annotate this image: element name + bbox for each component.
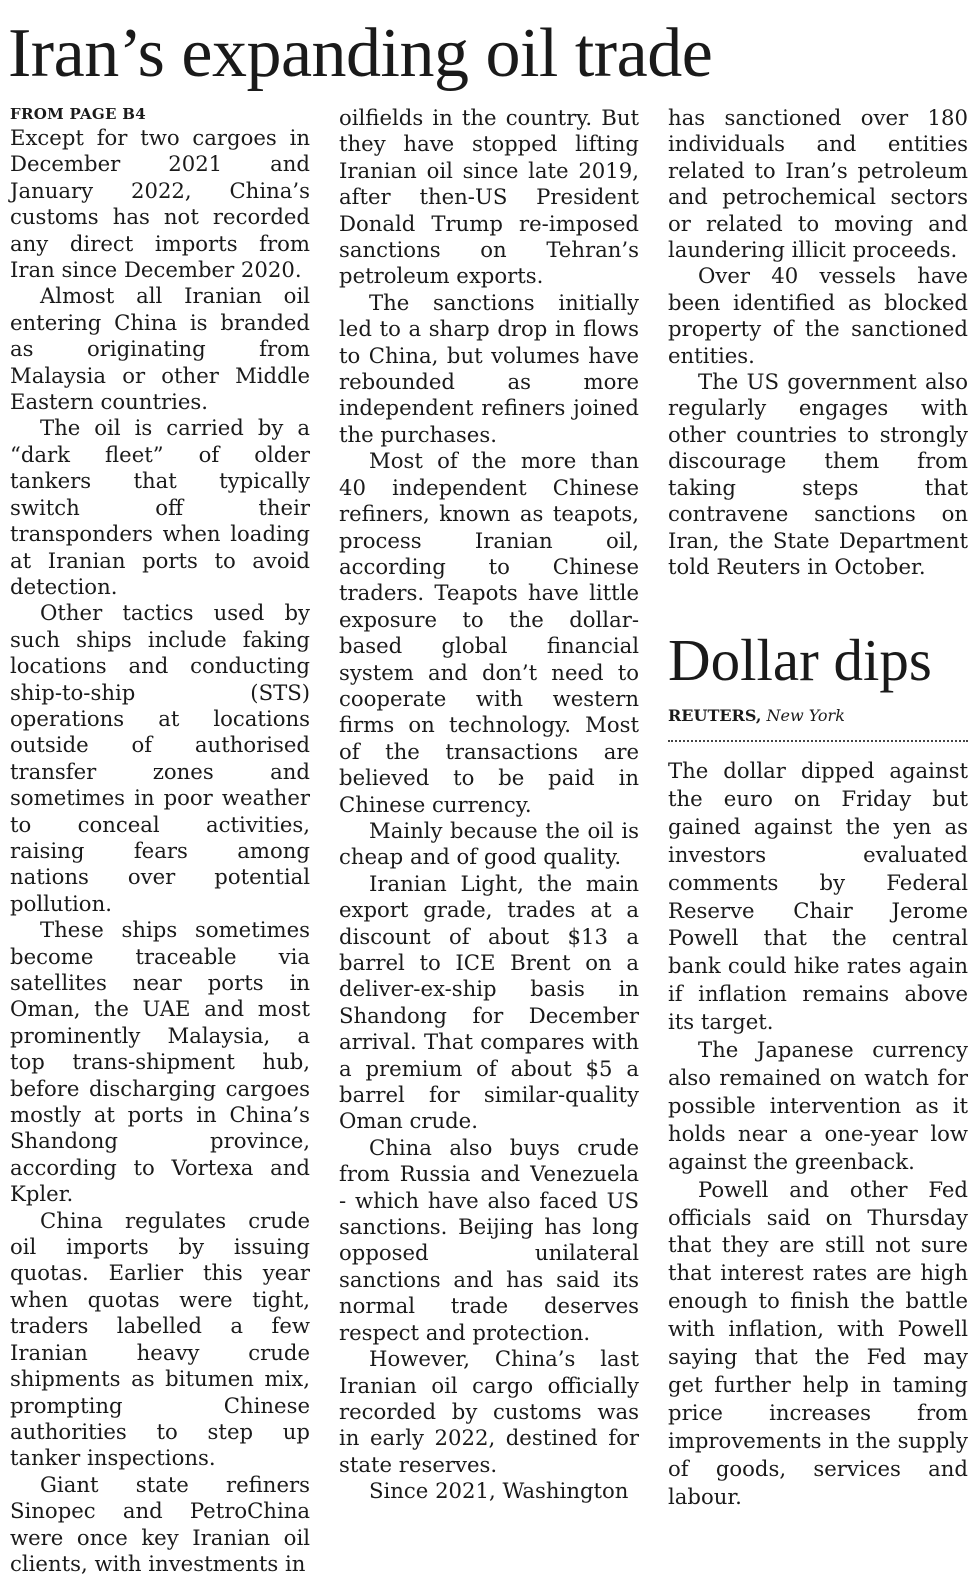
article-column-2 (339, 105, 639, 1505)
article-paragraph: However, China’s last Iranian oil cargo officially recorded by customs was in early 2022, destined for state reserves. (339, 1346, 639, 1477)
article-paragraph: Iranian Light, the main export grade, trades at a discount of about $13 a barrel to ICE Brent on a deliver-ex-ship basis in Shandong for December arrival. That compares with a premium of about $5 a barrel for similar-quality Oman crude. (339, 870, 639, 1134)
article-paragraph: Giant state refiners Sinopec and PetroChina were once key Iranian oil clients, with investments in (10, 1471, 310, 1576)
byline (668, 705, 845, 727)
brief-paragraph: The dollar dipped against the euro on Friday but gained against the yen as investors evaluated comments by Federal Reserve Chair Jerome Powell that the central bank could hike rates again if inflation remains above its target. (668, 758, 968, 1035)
article-column-3 (668, 105, 968, 580)
byline-place: New York (766, 706, 845, 725)
brief-paragraph: Powell and other Fed officials said on Thursday that they are still not sure that interest rates are high enough to finish the battle with inflation, with Powell saying that the Fed may get further help in taming price increases from improvements in the supply of goods, services and labour. (668, 1176, 968, 1509)
brief-headline: Dollar dips (668, 627, 932, 693)
article-paragraph: Except for two cargoes in December 2021 and January 2022, China’s customs has not recorded any direct imports from Iran since December 2020. (10, 125, 310, 283)
brief-paragraph: The Japanese currency also remained on watch for possible intervention as it holds near a one-year low against the greenback. (668, 1037, 968, 1174)
article-paragraph: Over 40 vessels have been identified as blocked property of the sanctioned entities. (668, 263, 968, 368)
article-paragraph: These ships sometimes become traceable via satellites near ports in Oman, the UAE and most prominently Malaysia, a top trans-shipment hub, before discharging cargoes mostly at ports in China’s Shandong province, according to Vortexa and Kpler. (10, 917, 310, 1207)
continuation-kicker: FROM PAGE B4 (10, 105, 147, 123)
article-paragraph: The sanctions initially led to a sharp drop in flows to China, but volumes have rebounded as more independent refiners joined the purchases. (339, 289, 639, 447)
byline-agency: REUTERS, (668, 706, 762, 725)
article-paragraph: The US government also regularly engages with other countries to strongly discourage them from taking steps that contravene sanctions on Iran, the State Department told Reuters in October. (668, 369, 968, 579)
article-headline: Iran’s expanding oil trade (8, 15, 713, 92)
article-column-1 (10, 104, 310, 1577)
article-paragraph: Mainly because the oil is cheap and of good quality. (339, 817, 639, 870)
article-paragraph: oilfields in the country. But they have stopped lifting Iranian oil since late 2019, after then-US President Donald Trump re-imposed sanctions on Tehran’s petroleum exports. (339, 105, 639, 289)
article-paragraph: China also buys crude from Russia and Venezuela - which have also faced US sanctions. Beijing has long opposed unilateral sanctions and has said its normal trade deserves respect and protection. (339, 1134, 639, 1345)
brief-body (668, 757, 968, 1510)
article-paragraph: The oil is carried by a “dark fleet” of older tankers that typically switch off their transponders when loading at Iranian ports to avoid detection. (10, 415, 310, 599)
dotted-divider (668, 740, 968, 742)
article-paragraph: Most of the more than 40 independent Chinese refiners, known as teapots, process Iranian oil, according to Chinese traders. Teapots have little exposure to the dollar-based global financial system and don’t need to cooperate with western firms on technology. Most of the transactions are believed to be paid in Chinese currency. (339, 448, 639, 817)
article-paragraph: China regulates crude oil imports by issuing quotas. Earlier this year when quotas were tight, traders labelled a few Iranian heavy crude shipments as bitumen mix, prompting Chinese authorities to step up tanker inspections. (10, 1207, 310, 1471)
article-paragraph: Since 2021, Washington (369, 1478, 629, 1504)
article-paragraph: Almost all Iranian oil entering China is branded as originating from Malaysia or other Middle Eastern countries. (10, 283, 310, 415)
article-paragraph: Other tactics used by such ships include faking locations and conducting ship-to-ship (STS) operations at locations outside of authorised transfer zones and sometimes in poor weather to conceal activities, raising fears among nations over potential pollution. (10, 600, 310, 916)
article-paragraph: has sanctioned over 180 individuals and entities related to Iran’s petroleum and petrochemical sectors or related to moving and laundering illicit proceeds. (668, 105, 968, 263)
